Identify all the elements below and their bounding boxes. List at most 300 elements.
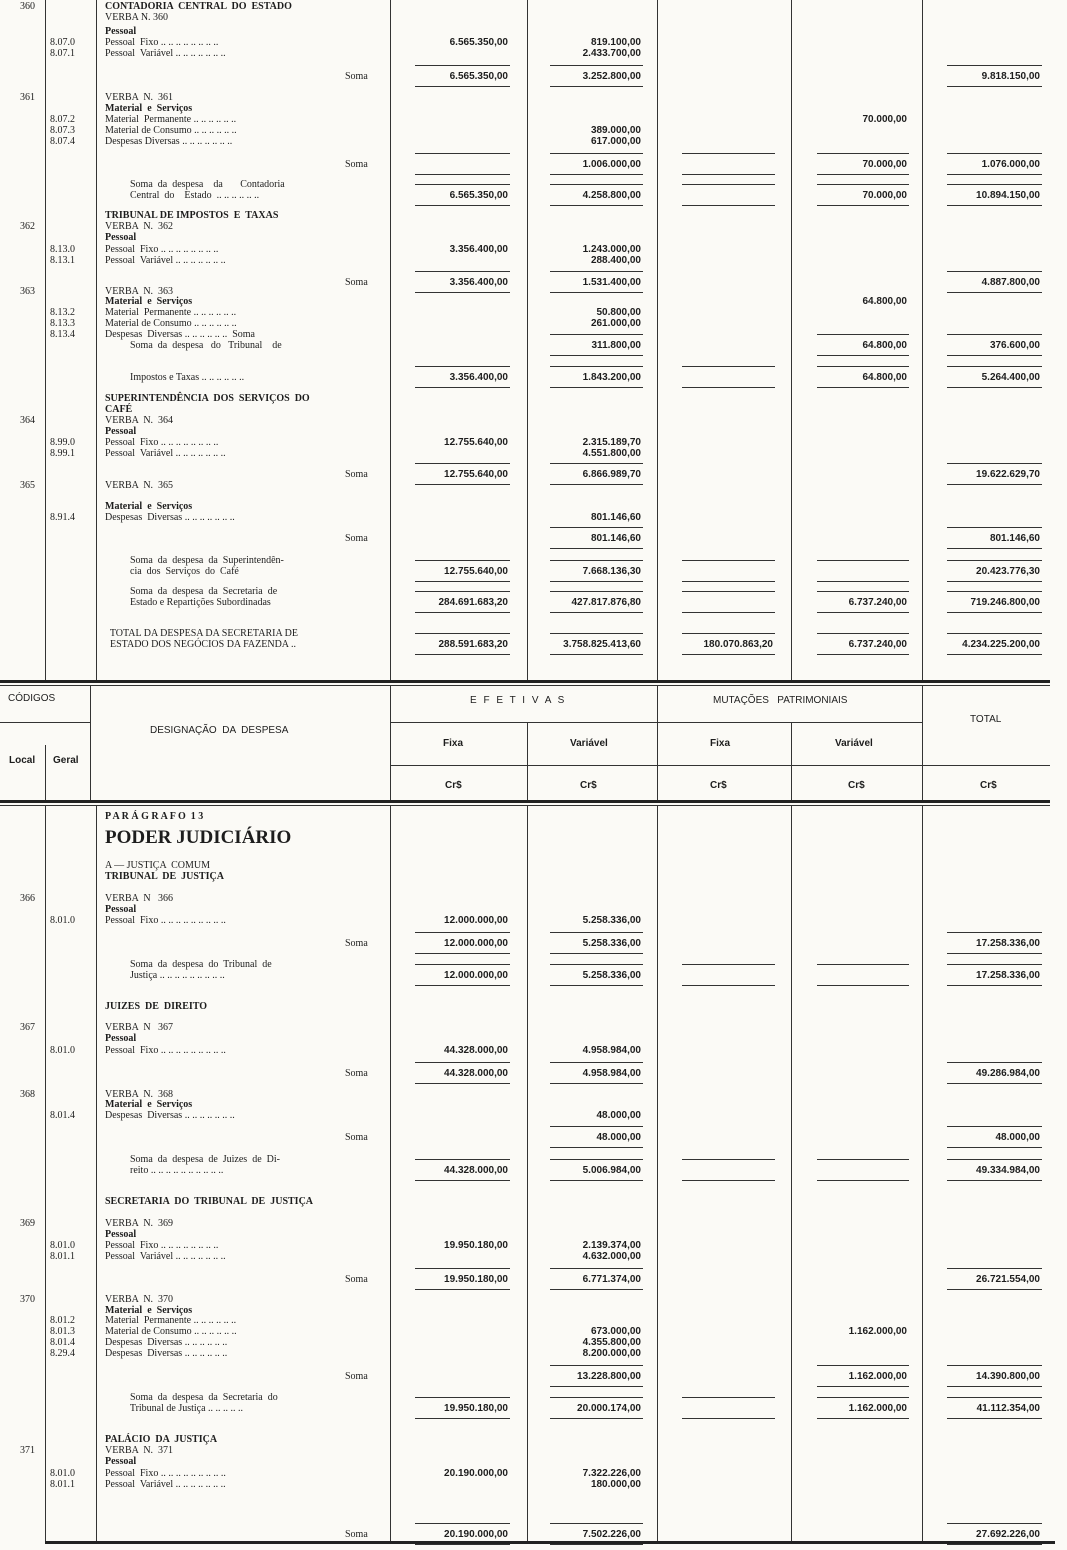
designation-text: cia dos Serviços do Café — [105, 566, 239, 577]
amount-c4: 64.800,00 — [862, 296, 907, 307]
amount-c2: 4.551.800,00 — [582, 448, 641, 459]
sum-rule-bottom — [550, 86, 643, 87]
sum-rule-top — [947, 463, 1042, 464]
sum-rule-bottom — [947, 1544, 1042, 1545]
hdr-cur-5: Cr$ — [980, 780, 997, 791]
geral-code: 8.01.2 — [50, 1315, 75, 1326]
sum-rule-top — [947, 1523, 1042, 1524]
sum-rule-top — [817, 1159, 909, 1160]
rule-col4 — [922, 0, 923, 680]
designation-text: Estado e Repartições Subordinadas — [105, 597, 271, 608]
designation-text: Soma da despesa da Superintendên- — [105, 555, 284, 566]
amount-c1: 12.755.640,00 — [444, 566, 508, 577]
hdr-rule-total — [922, 686, 923, 800]
sum-rule-bottom — [550, 581, 643, 582]
sum-rule-top — [415, 1062, 510, 1063]
sum-rule-top — [817, 1365, 909, 1366]
amount-c1: 12.755.640,00 — [444, 469, 508, 480]
designation-text: Material Permanente .. .. .. .. .. .. — [105, 114, 237, 125]
sum-rule-bottom — [947, 581, 1042, 582]
sum-rule-bottom — [550, 953, 643, 954]
geral-code: 8.29.4 — [50, 1348, 75, 1359]
sum-rule-bottom — [415, 1418, 510, 1419]
rule-col2-2 — [657, 806, 658, 1541]
designation-text: Material e Serviços — [105, 296, 193, 307]
designation-text: Material e Serviços — [105, 501, 193, 512]
designation-text: Material Permanente .. .. .. .. .. .. — [105, 1315, 237, 1326]
geral-code: 8.13.2 — [50, 307, 75, 318]
amount-c1: 12.000.000,00 — [444, 938, 508, 949]
sum-rule-top — [947, 964, 1042, 965]
sum-rule-top — [415, 964, 510, 965]
hdr-rule-mid — [657, 686, 658, 800]
sum-rule-top — [682, 1159, 775, 1160]
designation-text: Central do Estado .. .. .. .. .. .. — [105, 190, 260, 201]
amount-c1: 19.950.180,00 — [444, 1240, 508, 1251]
sum-rule-top — [682, 633, 775, 634]
designation-text: Pessoal Fixo .. .. .. .. .. .. .. .. — [105, 1240, 219, 1251]
geral-code: 8.99.0 — [50, 437, 75, 448]
designation-text: SUPERINTENDÊNCIA DOS SERVIÇOS DO — [105, 393, 310, 404]
amount-c5: 376.600,00 — [989, 340, 1040, 351]
sum-rule-bottom — [550, 1147, 643, 1148]
sum-rule-bottom — [550, 1418, 643, 1419]
sum-rule-bottom — [550, 1544, 643, 1545]
amount-c2: 4.258.800,00 — [582, 190, 641, 201]
amount-c2: 8.200.000,00 — [582, 1348, 641, 1359]
soma-label: Soma — [345, 159, 368, 170]
amount-c2: 7.322.226,00 — [582, 1468, 641, 1479]
amount-c5: 26.721.554,00 — [976, 1274, 1040, 1285]
amount-c1: 20.190.000,00 — [444, 1468, 508, 1479]
sum-rule-bottom — [550, 612, 643, 613]
designation-text: Pessoal — [105, 904, 137, 915]
amount-c1: 3.356.400,00 — [449, 372, 508, 383]
designation-text: Pessoal Variável .. .. .. .. .. .. .. — [105, 1251, 226, 1262]
designation-text: Pessoal — [105, 426, 137, 437]
sum-rule-top — [550, 1365, 643, 1366]
rule-designation-2 — [390, 806, 391, 1541]
geral-code: 8.13.3 — [50, 318, 75, 329]
designation-text: VERBA N 367 — [105, 1022, 174, 1033]
designation-text: Tribunal de Justiça .. .. .. .. .. — [105, 1403, 244, 1414]
sum-rule-bottom — [947, 1083, 1042, 1084]
sum-rule-bottom — [415, 1083, 510, 1084]
designation-text: Soma da despesa de Juizes de Di- — [105, 1154, 280, 1165]
sum-rule-bottom — [550, 985, 643, 986]
hdr-codigos: CÓDIGOS — [8, 693, 56, 704]
amount-c4: 1.162.000,00 — [848, 1371, 907, 1382]
amount-c1: 12.755.640,00 — [444, 437, 508, 448]
sum-rule-top — [550, 591, 643, 592]
designation-text: Pessoal Fixo .. .. .. .. .. .. .. .. — [105, 437, 219, 448]
designation-text: Despesas Diversas .. .. .. .. .. .. .. — [105, 1110, 235, 1121]
hdr-cur-3: Cr$ — [710, 780, 727, 791]
local-code: 369 — [20, 1218, 35, 1229]
local-code: 367 — [20, 1022, 35, 1033]
designation-text: Soma da despesa da Secretaria de — [105, 586, 278, 597]
hdr-cur-2: Cr$ — [580, 780, 597, 791]
sum-rule-bottom — [550, 1386, 643, 1387]
hdr-efetivas: E F E T I V A S — [470, 695, 567, 706]
amount-c2: 2.433.700,00 — [582, 48, 641, 59]
amount-c2: 4.355.800,00 — [582, 1337, 641, 1348]
geral-code: 8.01.0 — [50, 1045, 75, 1056]
designation-text: Pessoal Fixo .. .. .. .. .. .. .. .. .. — [105, 1468, 226, 1479]
sum-rule-top — [415, 591, 510, 592]
amount-c4: 70.000,00 — [862, 190, 907, 201]
sum-rule-top — [947, 334, 1042, 335]
designation-text: Pessoal — [105, 232, 137, 243]
sum-rule-top — [550, 932, 643, 933]
amount-c2: 3.758.825.413,60 — [563, 639, 641, 650]
sum-rule-top — [415, 633, 510, 634]
sum-rule-bottom — [817, 1180, 909, 1181]
soma-label: Soma — [345, 938, 368, 949]
sum-rule-top — [947, 1268, 1042, 1269]
soma-label: Soma — [345, 469, 368, 480]
amount-c2: 427.817.876,80 — [571, 597, 641, 608]
amount-c2: 1.843.200,00 — [582, 372, 641, 383]
sum-rule-bottom — [947, 1147, 1042, 1148]
sum-rule-top — [682, 1397, 775, 1398]
designation-text: VERBA N. 361 — [105, 92, 174, 103]
amount-c5: 17.258.336,00 — [976, 970, 1040, 981]
sum-rule-bottom — [947, 1386, 1042, 1387]
header-bottom-rule — [0, 800, 1050, 803]
sum-rule-bottom — [817, 654, 909, 655]
designation-text: JUIZES DE DIREITO — [105, 1001, 208, 1012]
sum-rule-top — [550, 334, 643, 335]
designation-text: Pessoal Variável .. .. .. .. .. .. .. — [105, 1479, 226, 1490]
local-code: 361 — [20, 92, 35, 103]
sum-rule-bottom — [550, 292, 643, 293]
sum-rule-bottom — [947, 484, 1042, 485]
hdr-variavel: Variável — [570, 738, 608, 749]
sum-rule-bottom — [947, 612, 1042, 613]
sum-rule-bottom — [947, 985, 1042, 986]
amount-c5: 4.234.225.200,00 — [962, 639, 1040, 650]
sum-rule-bottom — [682, 1418, 775, 1419]
rule-designation — [390, 0, 391, 680]
designation-text: TOTAL DA DESPESA DA SECRETARIA DE — [105, 628, 298, 639]
amount-c5: 4.887.800,00 — [981, 277, 1040, 288]
geral-code: 8.91.4 — [50, 512, 75, 523]
sum-rule-top — [947, 271, 1042, 272]
amount-c1: 6.565.350,00 — [449, 37, 508, 48]
amount-c2: 2.139.374,00 — [582, 1240, 641, 1251]
amount-c5: 19.622.629,70 — [976, 469, 1040, 480]
geral-code: 8.07.4 — [50, 136, 75, 147]
sum-rule-top — [947, 153, 1042, 154]
sum-rule-top — [817, 633, 909, 634]
sum-rule-top — [550, 271, 643, 272]
amount-c2: 261.000,00 — [590, 318, 641, 329]
sum-rule-top — [947, 633, 1042, 634]
soma-label: Soma — [345, 1371, 368, 1382]
designation-text: Material de Consumo .. .. .. .. .. .. — [105, 125, 237, 136]
rule-col4-2 — [922, 806, 923, 1541]
geral-code: 8.99.1 — [50, 448, 75, 459]
sum-rule-bottom — [415, 1544, 510, 1545]
designation-text: Despesas Diversas .. .. .. .. .. .. Soma — [105, 329, 255, 340]
sum-rule-bottom — [817, 985, 909, 986]
designation-text: PODER JUDICIÁRIO — [105, 827, 292, 848]
hdr-local: Local — [9, 755, 36, 766]
designation-text: Soma da despesa do Tribunal de — [105, 959, 272, 970]
designation-text: TRIBUNAL DE IMPOSTOS E TAXAS — [105, 210, 279, 221]
sum-rule-top — [947, 1062, 1042, 1063]
soma-label: Soma — [345, 533, 368, 544]
sum-rule-bottom — [415, 484, 510, 485]
sum-rule-top — [550, 527, 643, 528]
rule-col3 — [791, 0, 792, 680]
sum-rule-bottom — [550, 355, 643, 356]
sum-rule-top — [415, 271, 510, 272]
amount-c4: 6.737.240,00 — [848, 597, 907, 608]
sum-rule-top — [415, 1268, 510, 1269]
geral-code: 8.07.2 — [50, 114, 75, 125]
designation-text: TRIBUNAL DE JUSTIÇA — [105, 871, 224, 882]
hdr-geral: Geral — [53, 755, 79, 766]
sum-rule-bottom — [817, 581, 909, 582]
amount-c4: 1.162.000,00 — [848, 1326, 907, 1337]
designation-text: Pessoal Fixo .. .. .. .. .. .. .. .. — [105, 244, 219, 255]
amount-c5: 5.264.400,00 — [981, 372, 1040, 383]
designation-text: Pessoal Variável .. .. .. .. .. .. .. — [105, 448, 226, 459]
local-code: 362 — [20, 221, 35, 232]
sum-rule-bottom — [947, 174, 1042, 175]
designation-text: VERBA N. 369 — [105, 1218, 174, 1229]
amount-c5: 48.000,00 — [995, 1132, 1040, 1143]
amount-c2: 48.000,00 — [596, 1132, 641, 1143]
local-code: 360 — [20, 1, 35, 12]
designation-text: Pessoal — [105, 1033, 137, 1044]
amount-c2: 1.006.000,00 — [582, 159, 641, 170]
local-code: 364 — [20, 415, 35, 426]
amount-c4: 64.800,00 — [862, 372, 907, 383]
sum-rule-top — [415, 153, 510, 154]
amount-c2: 48.000,00 — [596, 1110, 641, 1121]
designation-text: Material e Serviços — [105, 1099, 193, 1110]
designation-text: Despesas Diversas .. .. .. .. .. .. — [105, 1337, 228, 1348]
geral-code: 8.01.4 — [50, 1110, 75, 1121]
sum-rule-top — [415, 463, 510, 464]
amount-c2: 389.000,00 — [590, 125, 641, 136]
local-code: 365 — [20, 480, 35, 491]
designation-text: Despesas Diversas .. .. .. .. .. .. .. — [105, 136, 233, 147]
hdr-h-groups — [390, 722, 922, 723]
sum-rule-top — [550, 1126, 643, 1127]
amount-c2: 4.958.984,00 — [582, 1045, 641, 1056]
sum-rule-bottom — [682, 205, 775, 206]
amount-c4: 1.162.000,00 — [848, 1403, 907, 1414]
designation-text: Pessoal — [105, 1456, 137, 1467]
amount-c1: 3.356.400,00 — [449, 244, 508, 255]
amount-c1: 288.591.683,20 — [438, 639, 508, 650]
sum-rule-top — [682, 591, 775, 592]
amount-c5: 49.334.984,00 — [976, 1165, 1040, 1176]
sum-rule-bottom — [817, 205, 909, 206]
designation-text: PALÁCIO DA JUSTIÇA — [105, 1434, 218, 1445]
amount-c2: 5.258.336,00 — [582, 915, 641, 926]
hdr-rule-local — [45, 745, 46, 800]
sum-rule-top — [415, 1159, 510, 1160]
sum-rule-top — [550, 1397, 643, 1398]
geral-code: 8.01.3 — [50, 1326, 75, 1337]
designation-text: Pessoal Variável .. .. .. .. .. .. .. — [105, 48, 226, 59]
sum-rule-top — [947, 1159, 1042, 1160]
soma-label: Soma — [345, 1068, 368, 1079]
local-code: 370 — [20, 1294, 35, 1305]
designation-text: VERBA N. 363 — [105, 286, 174, 297]
sum-rule-bottom — [550, 484, 643, 485]
sum-rule-top — [947, 366, 1042, 367]
rule-geral — [96, 0, 97, 680]
hdr-variavel-2: Variável — [835, 738, 873, 749]
amount-c1: 44.328.000,00 — [444, 1068, 508, 1079]
sum-rule-bottom — [415, 985, 510, 986]
sum-rule-top — [550, 153, 643, 154]
rule-col1 — [527, 0, 528, 680]
geral-code: 8.13.1 — [50, 255, 75, 266]
amount-c2: 3.252.800,00 — [582, 71, 641, 82]
amount-c5: 20.423.776,30 — [976, 566, 1040, 577]
geral-code: 8.13.4 — [50, 329, 75, 340]
amount-c2: 801.146,60 — [590, 533, 641, 544]
amount-c1: 3.356.400,00 — [449, 277, 508, 288]
sum-rule-top — [947, 184, 1042, 185]
amount-c1: 12.000.000,00 — [444, 970, 508, 981]
sum-rule-top — [550, 1268, 643, 1269]
sum-rule-top — [817, 366, 909, 367]
sum-rule-bottom — [947, 86, 1042, 87]
designation-text: Impostos e Taxas .. .. .. .. .. .. — [105, 372, 245, 383]
sum-rule-bottom — [817, 1386, 909, 1387]
designation-text: CONTADORIA CENTRAL DO ESTADO — [105, 1, 292, 12]
sum-rule-bottom — [682, 985, 775, 986]
sum-rule-bottom — [947, 292, 1042, 293]
sum-rule-top — [947, 591, 1042, 592]
sum-rule-bottom — [817, 174, 909, 175]
designation-text: Pessoal Fixo .. .. .. .. .. .. .. .. .. — [105, 915, 226, 926]
amount-c5: 10.894.150,00 — [976, 190, 1040, 201]
sum-rule-bottom — [550, 387, 643, 388]
hdr-fixa-2: Fixa — [710, 738, 731, 749]
sum-rule-top — [817, 153, 909, 154]
rule-col3-2 — [791, 806, 792, 1541]
designation-text: SECRETARIA DO TRIBUNAL DE JUSTIÇA — [105, 1196, 314, 1207]
designation-text: Soma da despesa da Contadoria — [105, 179, 285, 190]
rule-local-2 — [45, 806, 46, 1541]
sum-rule-bottom — [550, 205, 643, 206]
designation-text: Despesas Diversas .. .. .. .. .. .. .. — [105, 512, 235, 523]
amount-c2: 5.006.984,00 — [582, 1165, 641, 1176]
sum-rule-top — [682, 964, 775, 965]
soma-label: Soma — [345, 1274, 368, 1285]
sum-rule-bottom — [550, 1289, 643, 1290]
sum-rule-top — [550, 366, 643, 367]
sum-rule-bottom — [682, 174, 775, 175]
amount-c4: 6.737.240,00 — [848, 639, 907, 650]
sum-rule-top — [550, 184, 643, 185]
rule-col2 — [657, 0, 658, 680]
designation-text: P A R Á G R A F O 1 3 — [105, 811, 204, 822]
hdr-rule-efet — [527, 722, 528, 800]
sum-rule-top — [682, 366, 775, 367]
hdr-mutacoes: MUTAÇÕES PATRIMONIAIS — [713, 695, 848, 706]
amount-c4: 64.800,00 — [862, 340, 907, 351]
sum-rule-top — [415, 65, 510, 66]
designation-text: VERBA N. 370 — [105, 1294, 174, 1305]
amount-c2: 801.146,60 — [590, 512, 641, 523]
sum-rule-top — [550, 964, 643, 965]
sum-rule-bottom — [682, 654, 775, 655]
sum-rule-bottom — [415, 654, 510, 655]
sum-rule-top — [415, 560, 510, 561]
designation-text: A — JUSTIÇA COMUM — [105, 860, 211, 871]
sum-rule-top — [550, 633, 643, 634]
sum-rule-top — [550, 1159, 643, 1160]
designation-text: VERBA N. 360 — [105, 12, 169, 23]
sum-rule-top — [947, 1397, 1042, 1398]
sum-rule-bottom — [947, 1418, 1042, 1419]
amount-c5: 49.286.984,00 — [976, 1068, 1040, 1079]
designation-text: Despesas Diversas .. .. .. .. .. .. — [105, 1348, 228, 1359]
sum-rule-top — [947, 932, 1042, 933]
sum-rule-bottom — [415, 953, 510, 954]
amount-c5: 801.146,60 — [989, 533, 1040, 544]
sum-rule-bottom — [817, 612, 909, 613]
designation-text: Pessoal Variável .. .. .. .. .. .. .. — [105, 255, 226, 266]
local-code: 371 — [20, 1445, 35, 1456]
sum-rule-top — [947, 1126, 1042, 1127]
sum-rule-top — [415, 932, 510, 933]
hdr-total: TOTAL — [970, 714, 1002, 725]
sum-rule-top — [817, 334, 909, 335]
designation-text: VERBA N. 365 — [105, 480, 174, 491]
hdr-designacao: DESIGNAÇÃO DA DESPESA — [150, 725, 289, 736]
hdr-rule-codes — [90, 686, 91, 800]
amount-c2: 1.243.000,00 — [582, 244, 641, 255]
header-top-rule-2 — [0, 685, 1050, 686]
geral-code: 8.07.3 — [50, 125, 75, 136]
soma-label: Soma — [345, 71, 368, 82]
sum-rule-bottom — [415, 1180, 510, 1181]
amount-c2: 288.400,00 — [590, 255, 641, 266]
amount-c2: 4.958.984,00 — [582, 1068, 641, 1079]
geral-code: 8.01.0 — [50, 1468, 75, 1479]
sum-rule-bottom — [947, 355, 1042, 356]
hdr-h-cur — [390, 765, 1050, 766]
sum-rule-top — [415, 366, 510, 367]
hdr-rule-mut — [791, 722, 792, 800]
sum-rule-top — [682, 153, 775, 154]
sum-rule-top — [947, 1365, 1042, 1366]
amount-c1: 284.691.683,20 — [438, 597, 508, 608]
sum-rule-bottom — [817, 355, 909, 356]
amount-c3: 180.070.863,20 — [703, 639, 773, 650]
designation-text: Pessoal Fixo .. .. .. .. .. .. .. .. .. — [105, 1045, 226, 1056]
sum-rule-top — [550, 65, 643, 66]
designation-text: CAFÉ — [105, 404, 133, 415]
hdr-fixa: Fixa — [443, 738, 464, 749]
local-code: 368 — [20, 1089, 35, 1100]
sum-rule-bottom — [947, 1180, 1042, 1181]
amount-c2: 673.000,00 — [590, 1326, 641, 1337]
sum-rule-bottom — [550, 174, 643, 175]
designation-text: ESTADO DOS NEGÓCIOS DA FAZENDA .. — [105, 639, 296, 650]
